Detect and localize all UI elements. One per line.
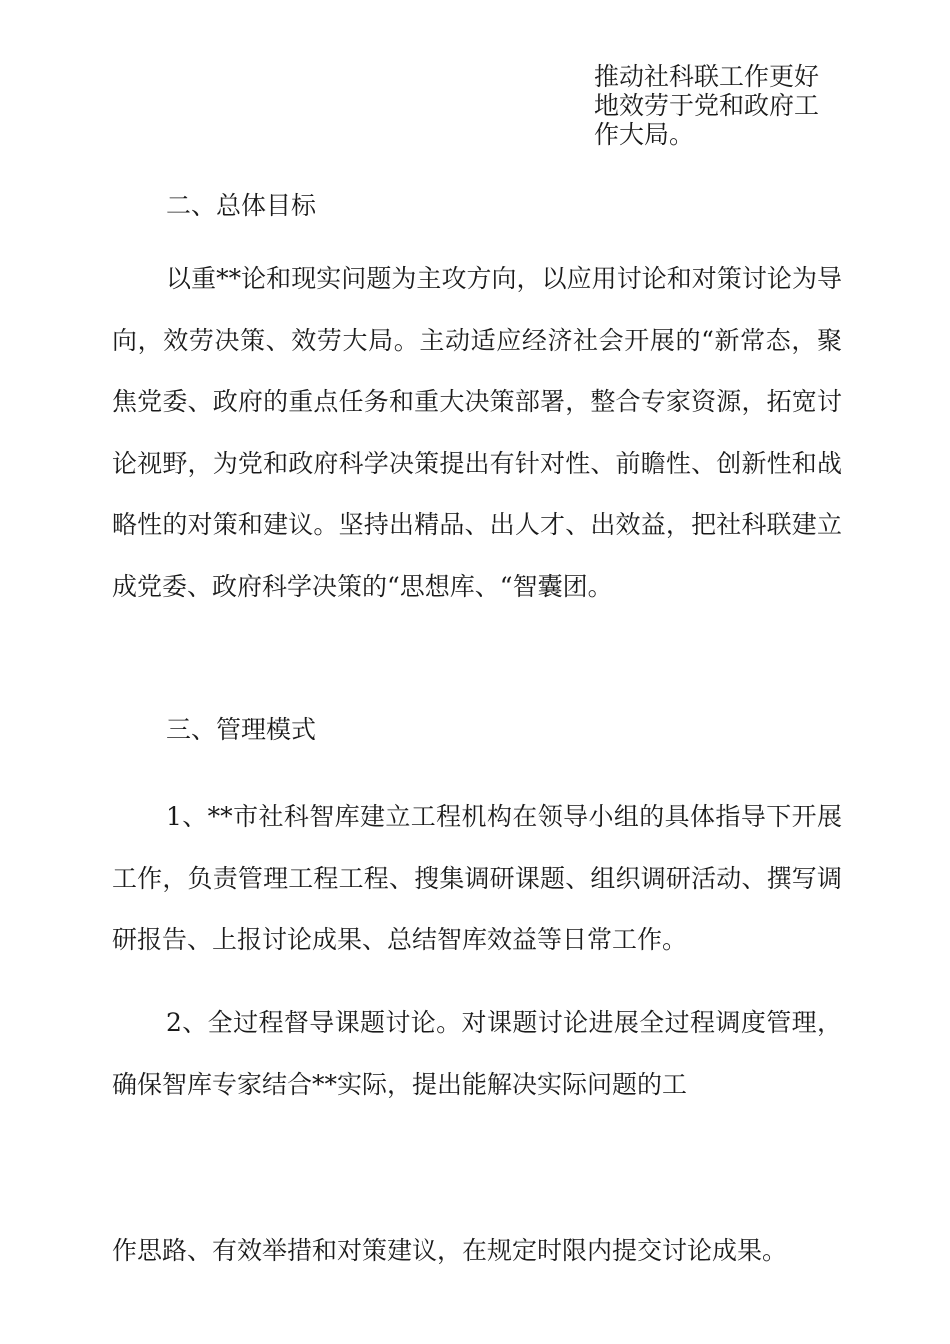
paragraph-item-1-text: 1、**市社科智库建立工程机构在领导小组的具体指导下开展工作，负责管理工程工程、搜集调研课题、组织调研活动、撰写调研报告、上报讨论成果、总结智库效益等日常工作。: [112, 802, 842, 954]
paragraph-overall-goal-text: 以重**论和现实问题为主攻方向，以应用讨论和对策讨论为导向，效劳决策、效劳大局。主动适应经济社会开展的“新常态，聚焦党委、政府的重点任务和重大决策部署，整合专家资源，拓宽讨论视野，为党和政府科学决策提出有针对性、前瞻性、创新性和战略性的对策和建议。坚持出精品、出人才、出效益，把社科联建立成党委、政府科学决策的“思想库、“智囊团。: [112, 264, 842, 601]
carryover-line-1: 推动社科联工作更好: [594, 62, 820, 91]
section-heading-management-mode: 三、管理模式: [166, 715, 317, 744]
paragraph-overall-goal: [112, 248, 842, 617]
carryover-line-3: 作大局。: [594, 120, 695, 149]
paragraph-item-1: [112, 786, 842, 971]
carryover-line-2: 地效劳于党和政府工: [594, 91, 820, 120]
paragraph-item-2: [112, 992, 842, 1115]
continuation-text: 作思路、有效举措和对策建议，在规定时限内提交讨论成果。: [112, 1236, 788, 1265]
carryover-text: [594, 62, 839, 149]
paragraph-item-2-text: 2、全过程督导课题讨论。对课题讨论进展全过程调度管理，确保智库专家结合**实际，提出能解决实际问题的工: [112, 1008, 842, 1099]
section-heading-overall-goal: 二、总体目标: [166, 191, 317, 220]
